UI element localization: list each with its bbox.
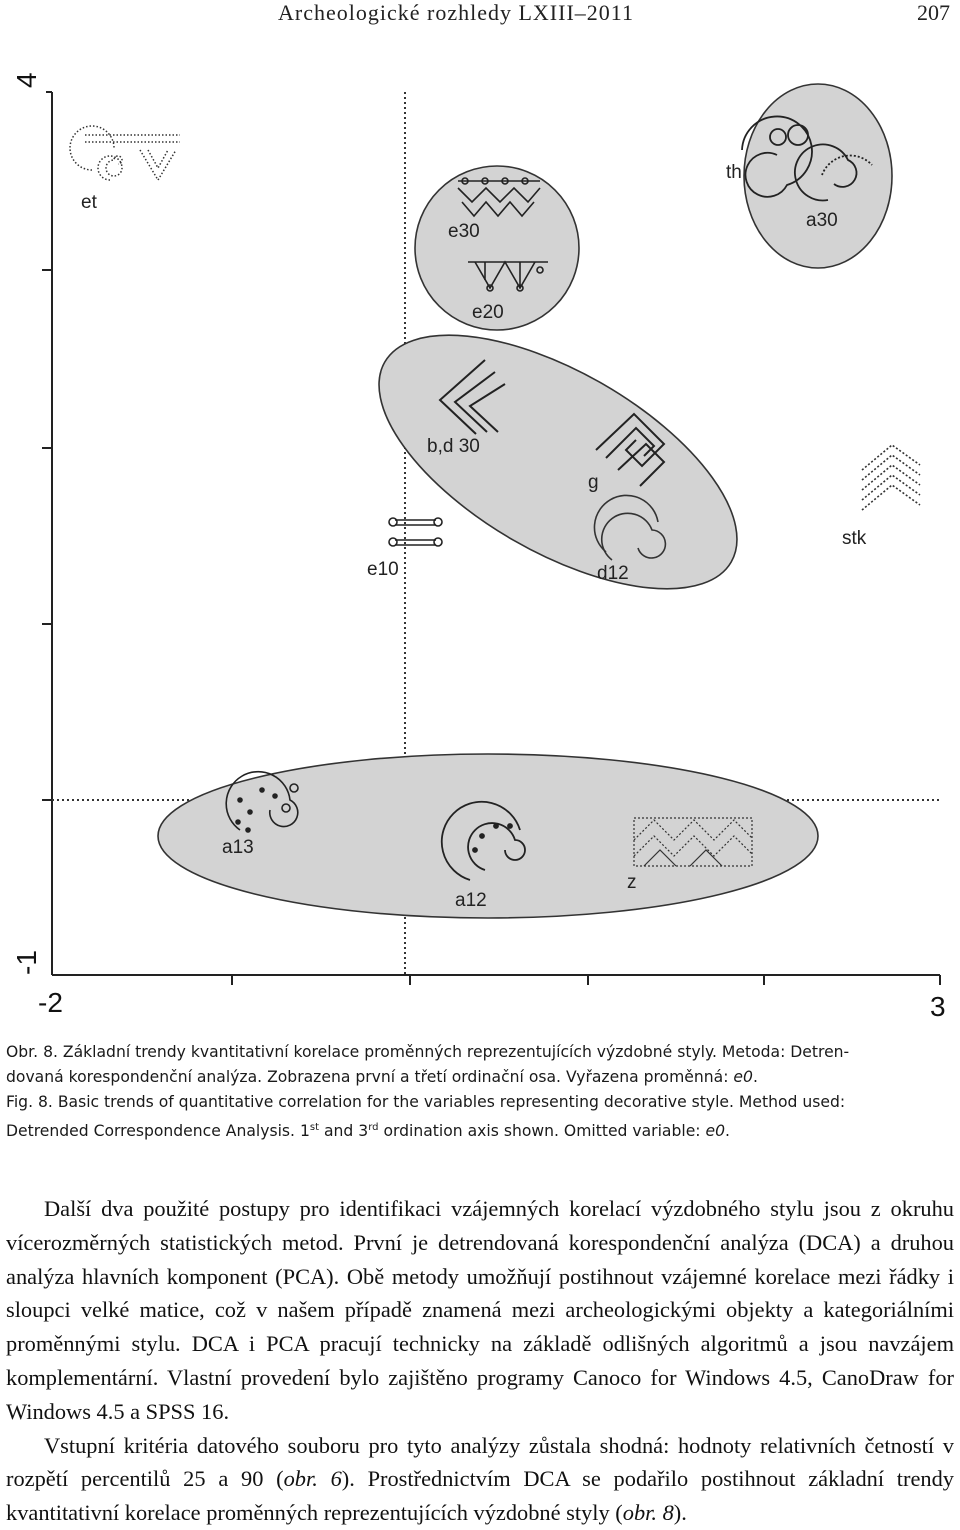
caption-en-sup1: st bbox=[309, 1122, 320, 1133]
paragraph-2-text-c: ). bbox=[673, 1500, 687, 1526]
x-axis-ticks bbox=[232, 975, 940, 985]
label-et: et bbox=[81, 192, 97, 213]
x-axis-left-label: -2 bbox=[38, 987, 63, 1018]
caption-cz-variable: e0 bbox=[733, 1068, 753, 1086]
label-stk: stk bbox=[842, 528, 867, 549]
caption-en-text-b: and 3 bbox=[319, 1122, 369, 1141]
paragraph-1: Další dva použité postupy pro identifikaci vzájemných korelací výzdobného stylu jsou z okruhu vícerozměrných statistických metod. První je detrendovaná korespondenční analýza (DCA) a druhou analýza hlavních komponent (PCA). Obě metody umožňují postihnout vzájemné korelace mezi řádky i sloupci velké matice, což v našem případě znamená mezi archeologickými objekty a kategoriálními proměnnými stylu. DCA i PCA pracují technicky na základě odlišných algoritmů a jsou navzájem komplementární. Vlastní provedení bylo zajištěno programy Canoco for Windows 4.5, CanoDraw for Windows 4.5 a SPSS 16. bbox=[6, 1196, 954, 1424]
caption-en-line1: Fig. 8. Basic trends of quantitative correlation for the variables representing decorative style. Method used: bbox=[6, 1093, 846, 1111]
body-text bbox=[6, 1192, 954, 1530]
caption-cz-end: . bbox=[752, 1068, 758, 1086]
cluster-a13-a12-z bbox=[158, 754, 818, 918]
label-e30: e30 bbox=[448, 221, 480, 242]
label-z: z bbox=[627, 872, 637, 893]
label-bd30: b,d 30 bbox=[427, 436, 480, 457]
caption-en-end: . bbox=[725, 1122, 731, 1141]
caption-cz-text: dovaná korespondenční analýza. Zobrazena první a třetí ordinační osa. Vyřazena proměnná: bbox=[6, 1068, 734, 1086]
caption-en-variable: e0 bbox=[705, 1122, 726, 1141]
dca-ordination-figure bbox=[0, 70, 960, 1030]
figure-ref-6: obr. 6 bbox=[283, 1466, 342, 1492]
label-a30: a30 bbox=[806, 210, 838, 231]
figure-caption bbox=[6, 1040, 956, 1144]
caption-en-text-a: Detrended Correspondence Analysis. 1 bbox=[6, 1122, 310, 1141]
caption-en-sup2: rd bbox=[368, 1122, 379, 1133]
cluster-shapes bbox=[158, 84, 892, 918]
page-number: 207 bbox=[917, 0, 950, 25]
paragraph-2 bbox=[6, 1429, 954, 1530]
motif-e10-icon bbox=[389, 518, 442, 546]
caption-en-line2 bbox=[6, 1115, 956, 1144]
caption-cz-line2 bbox=[6, 1065, 956, 1090]
label-a12: a12 bbox=[455, 890, 487, 911]
label-g: g bbox=[588, 472, 599, 493]
label-e10: e10 bbox=[367, 559, 399, 580]
y-axis-ticks bbox=[42, 270, 52, 800]
y-axis-bottom-label: -1 bbox=[11, 950, 42, 975]
label-e20: e20 bbox=[472, 302, 504, 323]
y-axis-top-label: 4 bbox=[11, 72, 42, 88]
caption-cz-line1: Obr. 8. Základní trendy kvantitativní korelace proměnných reprezentujících výzdobné styly. Metoda: Detren- bbox=[6, 1043, 850, 1061]
journal-title: Archeologické rozhledy LXIII–2011 bbox=[278, 0, 634, 25]
label-th: th bbox=[726, 162, 742, 183]
label-a13: a13 bbox=[222, 837, 254, 858]
figure-ref-8: obr. 8 bbox=[622, 1500, 674, 1526]
x-axis-right-label: 3 bbox=[930, 991, 946, 1022]
label-d12: d12 bbox=[597, 563, 629, 584]
page-header bbox=[0, 0, 960, 30]
cluster-th-a30 bbox=[744, 84, 892, 268]
motif-et-icon bbox=[70, 126, 180, 180]
caption-en-text-c: ordination axis shown. Omitted variable: bbox=[378, 1122, 706, 1141]
paragraph-2-text-a: Vstupní kritéria datového souboru pro tyto analýzy zůstala shodná: hodnoty relativních četností v rozpětí percentilů 25 a 90 ( bbox=[6, 1432, 954, 1492]
motif-stk-icon bbox=[862, 445, 920, 510]
paragraph-2-text-b: ). Prostřednictvím DCA se podařilo postihnout základní trendy kvantitativní korelace proměnných reprezentujících výzdobné styly ( bbox=[6, 1466, 955, 1526]
